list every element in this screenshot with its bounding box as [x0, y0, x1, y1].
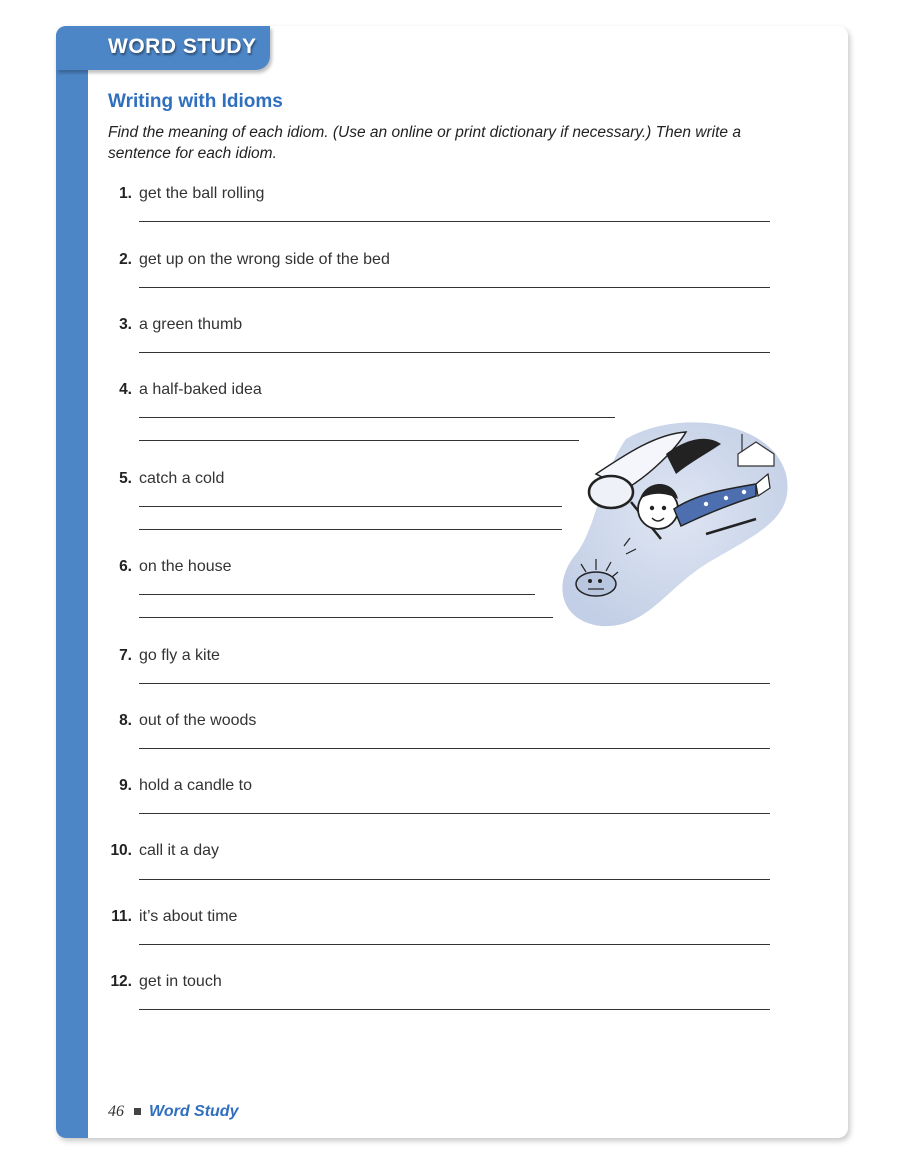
- instructions: Find the meaning of each idiom. (Use an online or print dictionary if necessary.) Then write a sentence for each idiom.: [108, 124, 741, 162]
- item-number: 10.: [110, 842, 132, 859]
- answer-line[interactable]: [139, 617, 553, 618]
- item-number: 8.: [119, 712, 132, 729]
- item-number: 3.: [119, 316, 132, 333]
- answer-line[interactable]: [139, 417, 615, 418]
- list-item: [0, 381, 900, 401]
- answer-line[interactable]: [139, 287, 770, 288]
- item-idiom: a green thumb: [139, 316, 243, 333]
- separator-square-icon: [134, 1108, 141, 1115]
- item-idiom: get in touch: [139, 973, 222, 990]
- item-idiom: get the ball rolling: [139, 185, 265, 202]
- list-item: [0, 647, 900, 667]
- answer-line[interactable]: [139, 506, 562, 507]
- list-item: [0, 251, 900, 271]
- list-item: [0, 908, 900, 928]
- page-number: 46: [108, 1103, 124, 1120]
- header-tab-label: WORD STUDY: [108, 35, 257, 58]
- list-item: [0, 316, 900, 336]
- item-number: 11.: [111, 908, 132, 925]
- answer-line[interactable]: [139, 440, 579, 441]
- footer-title: Word Study: [149, 1103, 239, 1120]
- item-number: 5.: [119, 470, 132, 487]
- header-tab: [56, 26, 270, 70]
- answer-line[interactable]: [139, 683, 770, 684]
- answer-line[interactable]: [139, 352, 770, 353]
- item-number: 9.: [119, 777, 132, 794]
- item-number: 7.: [119, 647, 132, 664]
- answer-line[interactable]: [139, 748, 770, 749]
- page-footer: [108, 1103, 238, 1121]
- answer-line[interactable]: [139, 594, 535, 595]
- answer-line[interactable]: [139, 1009, 770, 1010]
- item-idiom: get up on the wrong side of the bed: [139, 251, 390, 268]
- item-idiom: it’s about time: [139, 908, 238, 925]
- answer-line[interactable]: [139, 529, 562, 530]
- item-idiom: hold a candle to: [139, 777, 252, 794]
- item-idiom: out of the woods: [139, 712, 257, 729]
- item-idiom: a half-baked idea: [139, 381, 262, 398]
- answer-line[interactable]: [139, 944, 770, 945]
- item-idiom: go fly a kite: [139, 647, 220, 664]
- kid-catching-cold-illustration: [556, 414, 792, 632]
- item-idiom: call it a day: [139, 842, 220, 859]
- answer-line[interactable]: [139, 813, 770, 814]
- item-number: 4.: [119, 381, 132, 398]
- item-idiom: on the house: [139, 558, 232, 575]
- answer-line[interactable]: [139, 221, 770, 222]
- list-item: [0, 842, 900, 862]
- item-number: 6.: [119, 558, 132, 575]
- item-number: 12.: [110, 973, 132, 990]
- list-item: [0, 185, 900, 205]
- section-title: Writing with Idioms: [108, 91, 283, 112]
- list-item: [0, 777, 900, 797]
- item-number: 1.: [119, 185, 132, 202]
- list-item: [0, 973, 900, 993]
- list-item: [0, 712, 900, 732]
- answer-line[interactable]: [139, 879, 770, 880]
- item-idiom: catch a cold: [139, 470, 225, 487]
- item-number: 2.: [119, 251, 132, 268]
